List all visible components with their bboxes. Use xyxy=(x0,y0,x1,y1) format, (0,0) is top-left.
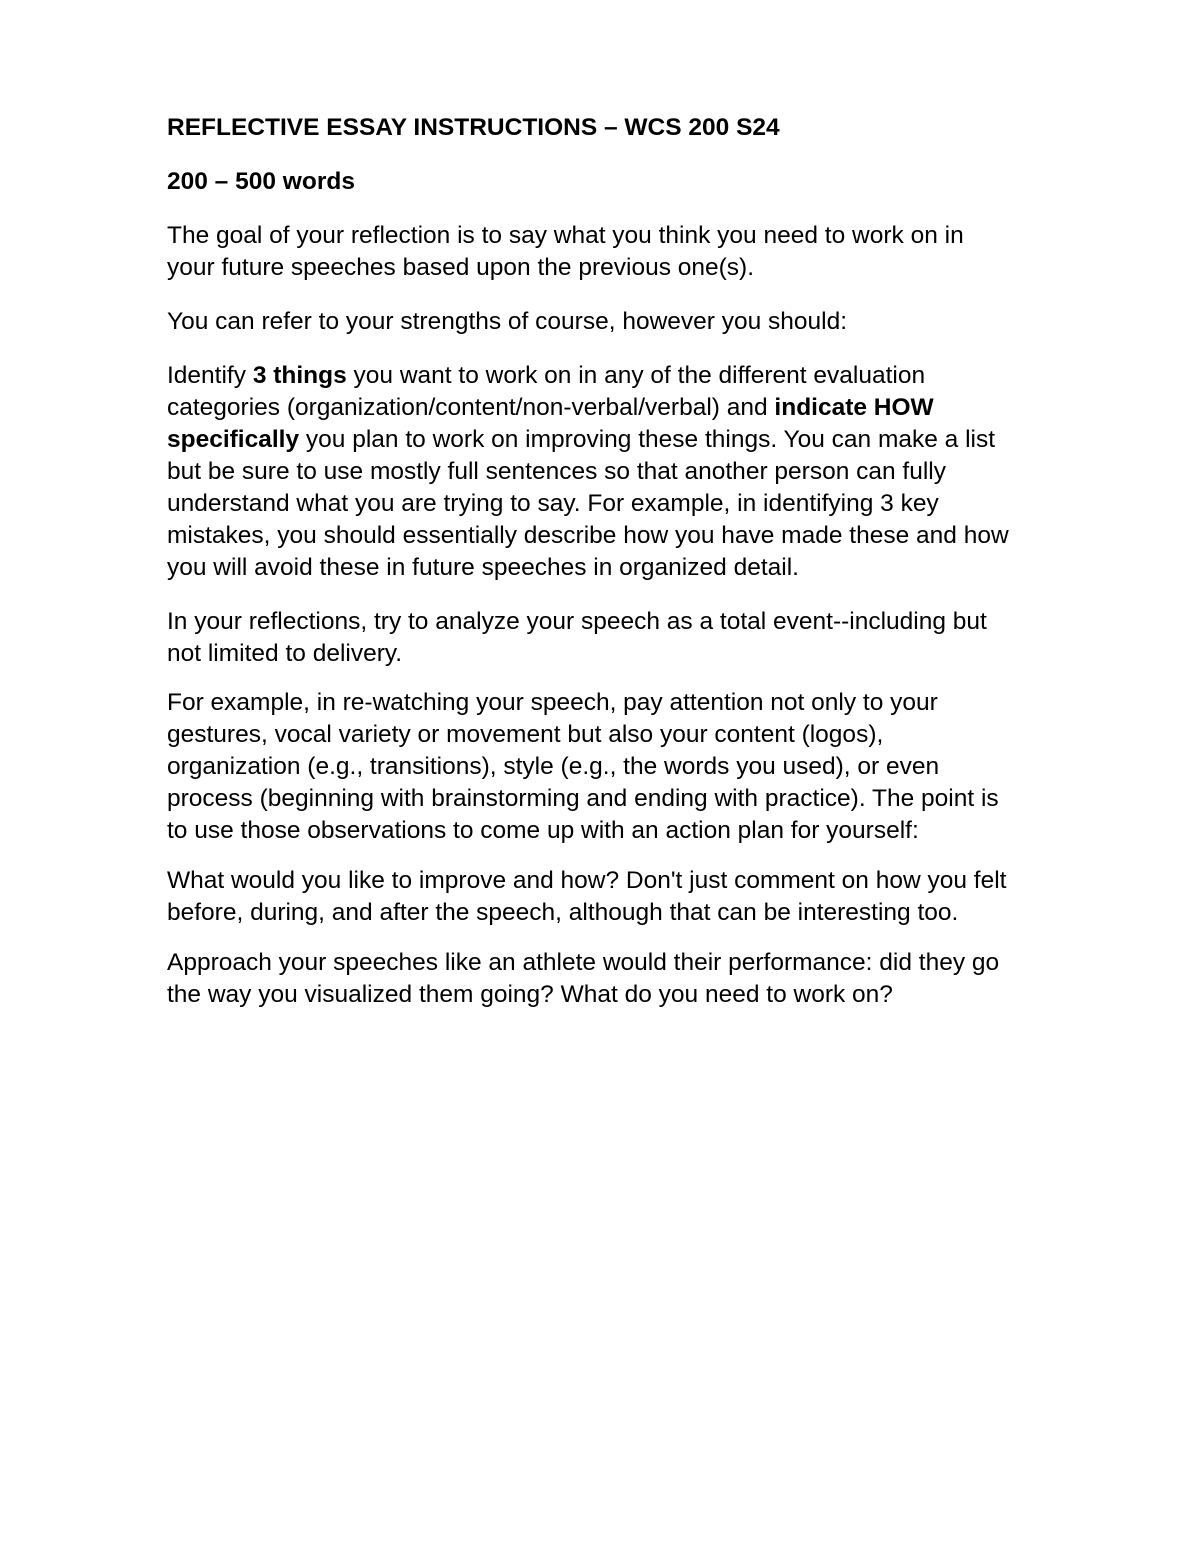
text-run: Identify xyxy=(167,362,253,389)
paragraph-line xyxy=(167,360,1127,392)
paragraph-example xyxy=(167,687,1127,847)
paragraph-line: Approach your speeches like an athlete would their performance: did they go xyxy=(167,949,1000,976)
paragraph-line: the way you visualized them going? What do you need to work on? xyxy=(167,981,893,1008)
paragraph-strengths xyxy=(167,306,1127,338)
text-run: you plan to work on improving these things. You can make a list xyxy=(299,426,996,453)
paragraph-line: mistakes, you should essentially describe how you have made these and how xyxy=(167,522,1009,549)
paragraph-line: understand what you are trying to say. For example, in identifying 3 key xyxy=(167,490,939,517)
paragraph-line: gestures, vocal variety or movement but also your content (logos), xyxy=(167,721,884,748)
paragraph-line: In your reflections, try to analyze your speech as a total event--including but xyxy=(167,608,987,635)
word-count-requirement: 200 – 500 words xyxy=(167,168,355,195)
paragraph-line xyxy=(167,392,1127,424)
paragraph-analyze xyxy=(167,606,1127,670)
paragraph-improve xyxy=(167,865,1127,929)
document-title: REFLECTIVE ESSAY INSTRUCTIONS – WCS 200 S24 xyxy=(167,114,780,141)
paragraph-line: but be sure to use mostly full sentences so that another person can fully xyxy=(167,458,946,485)
paragraph-line: you will avoid these in future speeches in organized detail. xyxy=(167,554,799,581)
paragraph-line: For example, in re-watching your speech, pay attention not only to your xyxy=(167,689,938,716)
paragraph-line: The goal of your reflection is to say what you think you need to work on in xyxy=(167,222,964,249)
paragraph-goal xyxy=(167,220,1127,284)
paragraph-line: organization (e.g., transitions), style (e.g., the words you used), or even xyxy=(167,753,940,780)
paragraph-line: What would you like to improve and how? Don't just comment on how you felt xyxy=(167,867,1007,894)
document-body xyxy=(167,112,1127,1011)
paragraph-line xyxy=(167,424,1127,456)
bold-text: indicate HOW xyxy=(774,394,934,421)
bold-text: specifically xyxy=(167,426,300,453)
paragraph-line: process (beginning with brainstorming and ending with practice). The point is xyxy=(167,785,999,812)
paragraph-line: You can refer to your strengths of course, however you should: xyxy=(167,308,848,335)
paragraph-line: to use those observations to come up with an action plan for yourself: xyxy=(167,817,919,844)
paragraph-line: not limited to delivery. xyxy=(167,640,403,667)
text-run: you want to work on in any of the different evaluation xyxy=(346,362,926,389)
text-run: categories (organization/content/non-verbal/verbal) and xyxy=(167,394,775,421)
paragraph-identify xyxy=(167,360,1127,584)
paragraph-athlete xyxy=(167,947,1127,1011)
paragraph-line: your future speeches based upon the previous one(s). xyxy=(167,254,755,281)
bold-text: 3 things xyxy=(252,362,347,389)
paragraph-line: before, during, and after the speech, although that can be interesting too. xyxy=(167,899,959,926)
